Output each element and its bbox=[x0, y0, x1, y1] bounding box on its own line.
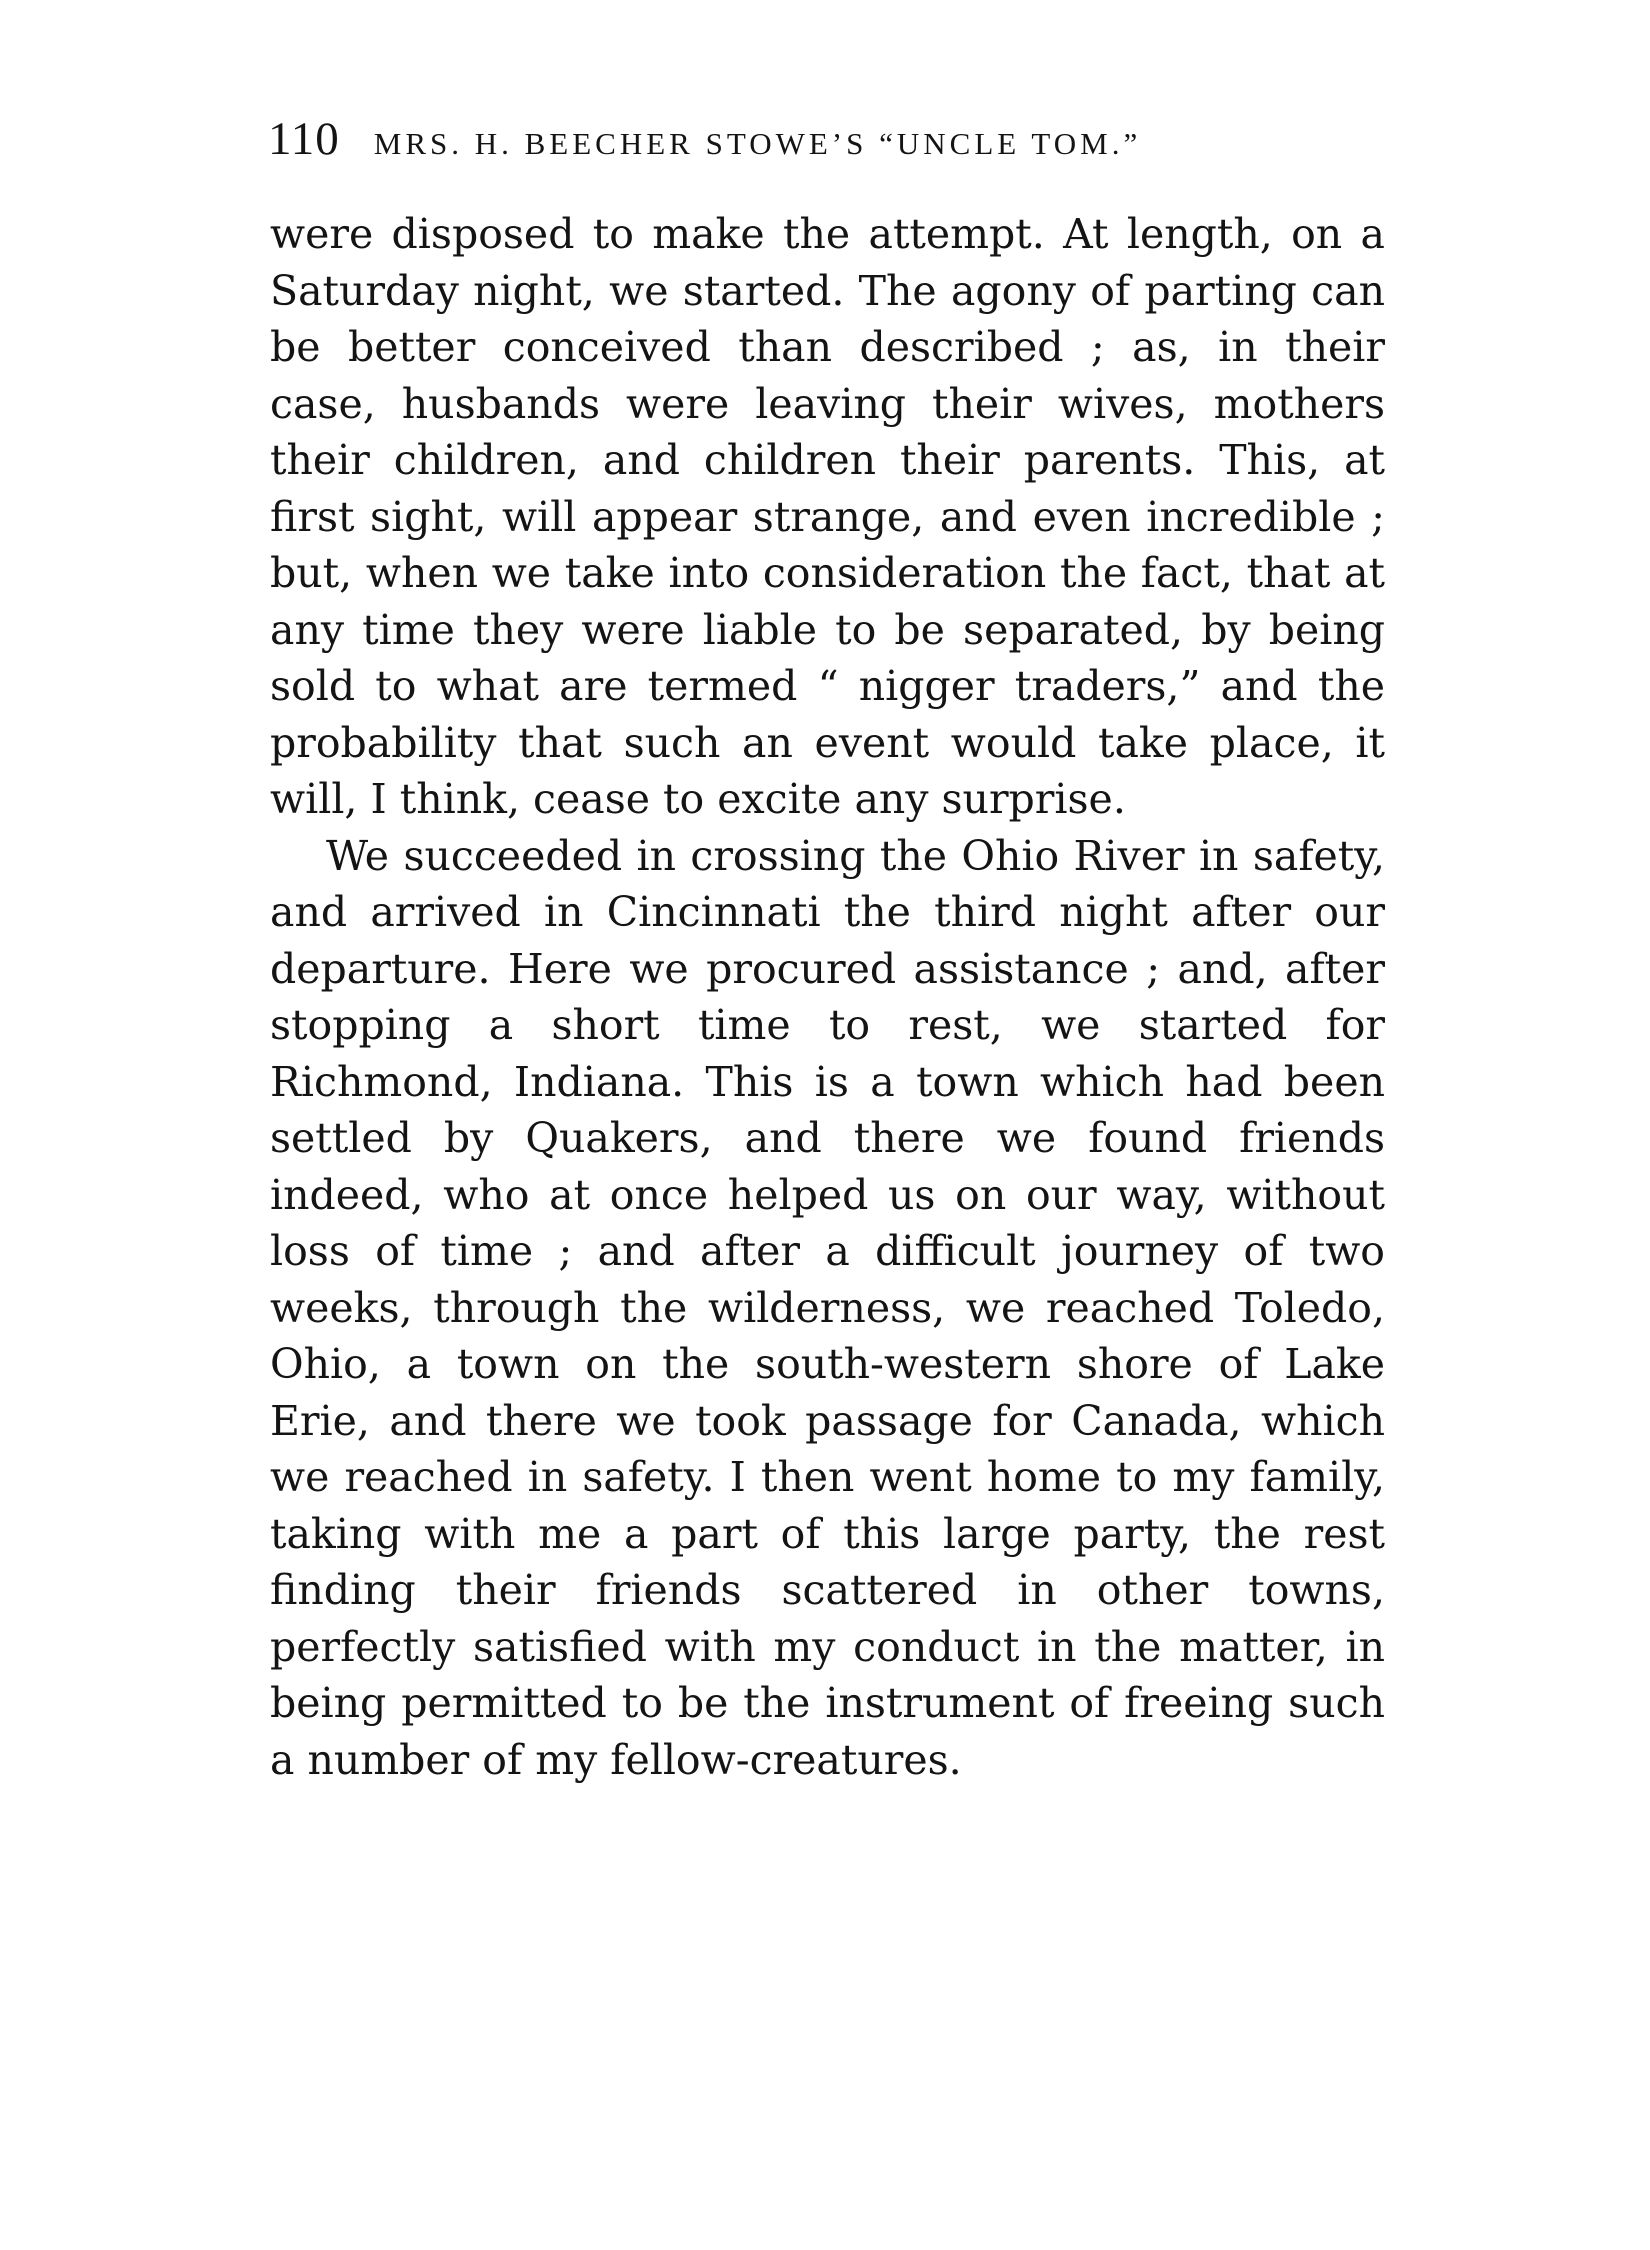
page-number: 110 bbox=[268, 113, 340, 165]
paragraph: We succeeded in crossing the Ohio River in safety, and arrived in Cincinnati the third night after our departure. Here we procured assistance ; and, after stopping a short time to rest, we started for Richmond, Indiana. This is a town which had been settled by Quakers, and there we found friends indeed, who at once helped us on our way, without loss of time ; and after a difficult journey of two weeks, through the wilderness, we reached Toledo, Ohio, a town on the south-western shore of Lake Erie, and there we took passage for Canada, which we reached in safety. I then went home to my family, taking with me a part of this large party, the rest finding their friends scattered in other towns, perfectly satisfied with my conduct in the matter, in being permitted to be the instrument of freeing such a number of my fellow-creatures. bbox=[270, 831, 1385, 1784]
body-text bbox=[270, 206, 1385, 1788]
running-head bbox=[268, 112, 1388, 172]
paragraph-continued: were disposed to make the attempt. At length, on a Saturday night, we started. The agony of parting can be better conceived than described ; as, in their case, husbands were leaving their wives, mothers their children, and children their parents. This, at first sight, will appear strange, and even incredible ; but, when we take into consideration the fact, that at any time they were liable to be separated, by being sold to what are termed “ nigger traders,” and the probability that such an event would take place, it will, I think, cease to excite any surprise. bbox=[270, 210, 1385, 823]
running-title: MRS. H. BEECHER STOWE’S “UNCLE TOM.” bbox=[373, 126, 1142, 161]
